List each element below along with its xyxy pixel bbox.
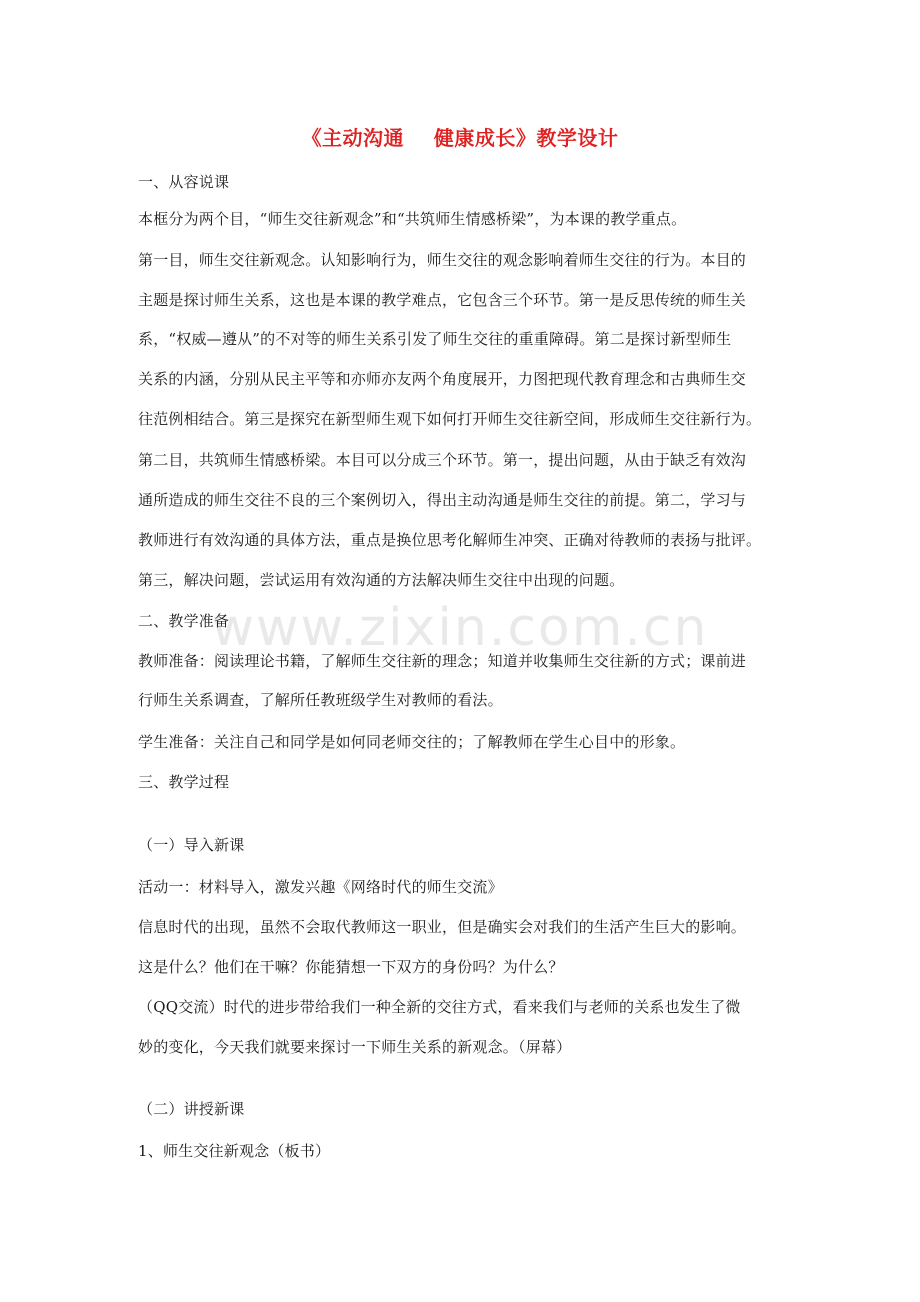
paragraph-line: 第一目，师生交往新观念。认知影响行为，师生交往的观念影响着师生交往的行为。本目的	[138, 251, 747, 269]
paragraph-line: 关系的内涵，分别从民主平等和亦师亦友两个角度展开，力图把现代教育理念和古典师生交	[138, 370, 747, 388]
paragraph-line: （QQ交流）时代的进步带给我们一种全新的交往方式，看来我们与老师的关系也发生了微	[138, 998, 741, 1016]
paragraph-line: 活动一：材料导入，激发兴趣《网络时代的师生交流》	[138, 878, 503, 896]
subsection-heading-2: （二）讲授新课	[138, 1100, 245, 1118]
paragraph-line: 行师生关系调查，了解所任教班级学生对教师的看法。	[138, 691, 503, 709]
section-heading-1: 一、从容说课	[138, 173, 230, 191]
paragraph-line: 本框分为两个目，“师生交往新观念”和“共筑师生情感桥梁”，为本课的教学重点。	[138, 210, 687, 228]
watermark: www.zixin.com.cn	[211, 598, 709, 658]
subsection-heading-1: （一）导入新课	[138, 836, 245, 854]
paragraph-line: 第二目，共筑师生情感桥梁。本目可以分成三个环节。第一，提出问题，从由于缺乏有效沟	[138, 451, 747, 469]
paragraph-line: 1、师生交往新观念（板书）	[138, 1142, 331, 1160]
paragraph-line: 信息时代的出现，虽然不会取代教师这一职业，但是确实会对我们的生活产生巨大的影响。	[138, 918, 747, 936]
paragraph-line: 教师准备：阅读理论书籍，了解师生交往新的理念；知道并收集师生交往新的方式；课前进	[138, 652, 747, 670]
section-heading-2: 二、教学准备	[138, 612, 230, 630]
paragraph-line: 这是什么？他们在干嘛？你能猜想一下双方的身份吗？为什么？	[138, 958, 564, 976]
section-heading-3: 三、教学过程	[138, 773, 230, 791]
document-title: 《主动沟通 健康成长》教学设计	[301, 126, 619, 150]
paragraph-line: 往范例相结合。第三是探究在新型师生观下如何打开师生交往新空间，形成师生交往新行为。	[138, 410, 762, 428]
paragraph-line: 教师进行有效沟通的具体方法，重点是换位思考化解师生冲突、正确对待教师的表扬与批评。	[138, 531, 762, 549]
paragraph-line: 通所造成的师生交往不良的三个案例切入，得出主动沟通是师生交往的前提。第二，学习与	[138, 491, 747, 509]
paragraph-line: 主题是探讨师生关系，这也是本课的教学难点，它包含三个环节。第一是反思传统的师生关	[138, 291, 747, 309]
paragraph-line: 系，“权威—遵从”的不对等的师生关系引发了师生交往的重重障碍。第二是探讨新型师生	[138, 330, 732, 348]
paragraph-line: 学生准备：关注自己和同学是如何同老师交往的；了解教师在学生心目中的形象。	[138, 733, 686, 751]
paragraph-line: 妙的变化，今天我们就要来探讨一下师生关系的新观念。（屏幕）	[138, 1038, 572, 1056]
paragraph-line: 第三，解决问题，尝试运用有效沟通的方法解决师生交往中出现的问题。	[138, 571, 625, 589]
